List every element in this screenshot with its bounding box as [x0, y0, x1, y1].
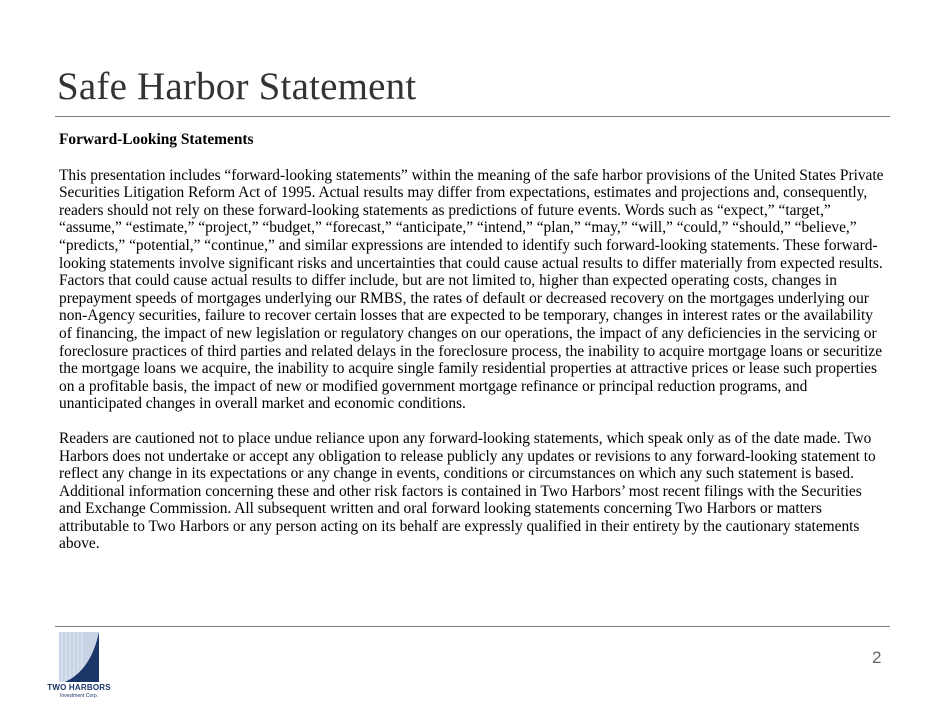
slide-body: [59, 131, 884, 570]
section-heading: Forward-Looking Statements: [59, 131, 254, 148]
page-number: 2: [872, 648, 882, 667]
footer-divider: [55, 626, 890, 627]
title-divider: [55, 116, 890, 117]
logo-subtitle: Investment Corp.: [59, 693, 99, 699]
slide-title: Safe Harbor Statement: [57, 65, 417, 108]
logo-name: TWO HARBORS: [47, 683, 111, 692]
paragraph-cautionary: Readers are cautioned not to place undue reliance upon any forward-looking statements, which speak only as of the date made. Two Harbors does not undertake or accept any obligation to release publicly any updates or revisions to any forward-looking statement to reflect any change in its expectations or any change in events, conditions or circumstances on which any such statement is based. Additional information concerning these and other risk factors is contained in Two Harbors’ most recent filings with the Securities and Exchange Commission. All subsequent written and oral forward looking statements concerning Two Harbors or matters attributable to Two Harbors or any person acting on its behalf are expressly qualified in their entirety by the cautionary statements above.: [59, 429, 876, 553]
paragraph-forward-looking: This presentation includes “forward-looking statements” within the meaning of the safe harbor provisions of the United States Private Securities Litigation Reform Act of 1995. Actual results may differ from expectations, estimates and projections and, consequently, readers should not rely on these forward-looking statements as predictions of future events. Words such as “expect,” “target,” “assume,” “estimate,” “project,” “budget,” “forecast,” “anticipate,” “intend,” “plan,” “may,” “will,” “could,” “should,” “believe,” “predicts,” “potential,” “continue,” and similar expressions are intended to identify such forward-looking statements. These forward-looking statements involve significant risks and uncertainties that could cause actual results to differ materially from expected results. Factors that could cause actual results to differ include, but are not limited to, higher than expected operating costs, changes in prepayment speeds of mortgages underlying our RMBS, the rates of default or decreased recovery on the mortgages underlying our non-Agency securities, failure to recover certain losses that are expected to be temporary, changes in interest rates or the availability of financing, the impact of new legislation or regulatory changes on our operations, the impact of any deficiencies in the servicing or foreclosure practices of third parties and related delays in the foreclosure process, the inability to acquire mortgage loans or securitize the mortgage loans we acquire, the inability to acquire single family residential properties at attractive prices or lease such properties on a profitable basis, the impact of new or modified government mortgage refinance or principal reduction programs, and unanticipated changes in overall market and economic conditions.: [59, 166, 884, 413]
